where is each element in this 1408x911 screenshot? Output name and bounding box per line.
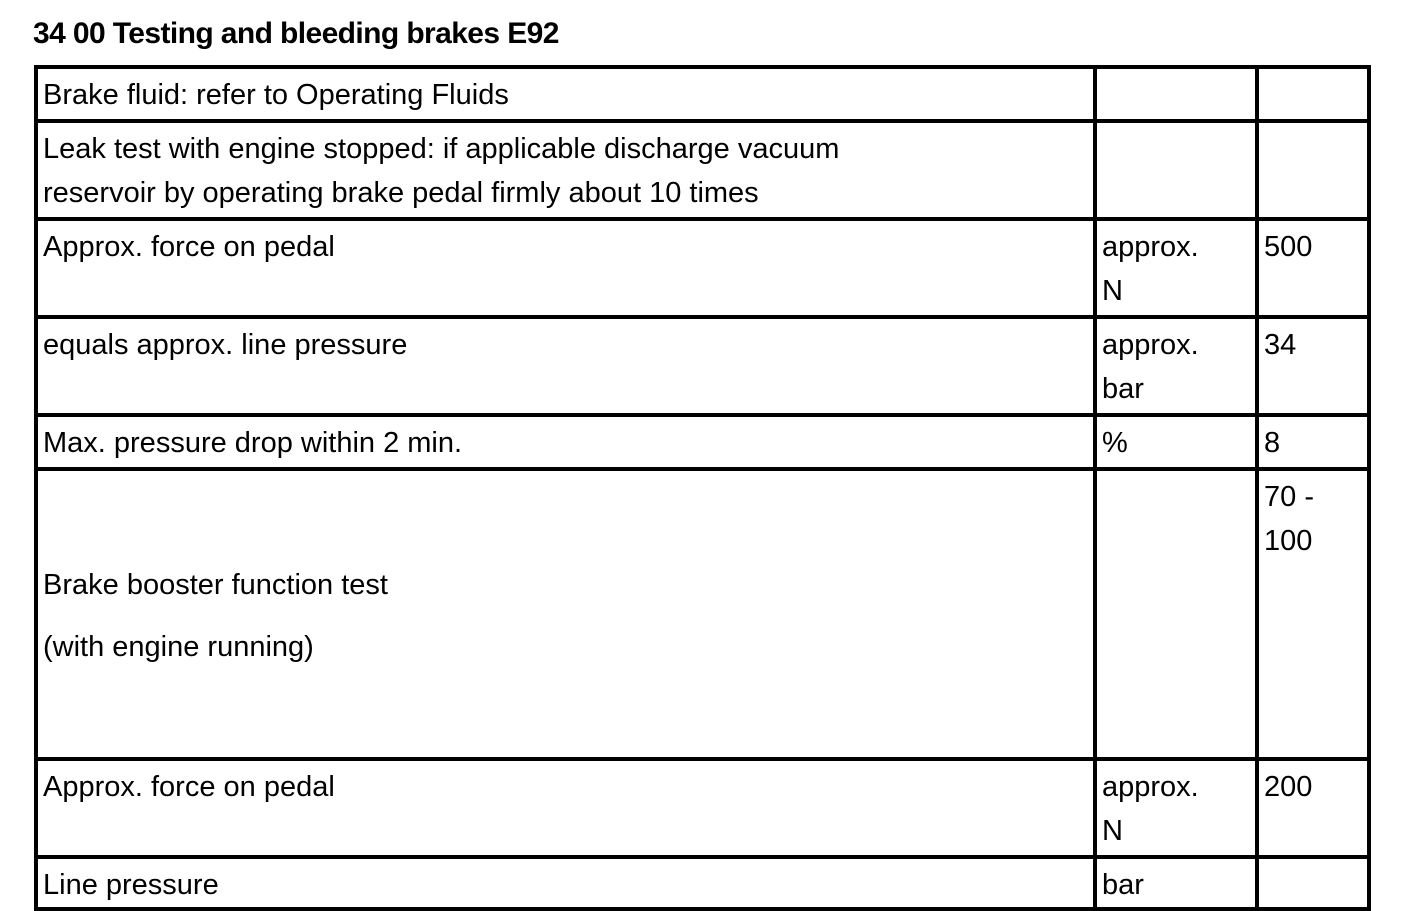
table-row (36, 759, 1369, 857)
description-line: Brake booster function test (43, 569, 388, 601)
unit-cell (1095, 67, 1257, 121)
specification-table (34, 65, 1371, 911)
value-cell: 70 - 100 (1257, 469, 1369, 759)
description-cell: Line pressure (36, 857, 1095, 909)
table-row (36, 469, 1369, 759)
table-row (36, 857, 1369, 909)
description-cell (36, 469, 1095, 759)
table-row (36, 121, 1369, 219)
unit-cell: bar (1095, 857, 1257, 909)
unit-cell: approx. bar (1095, 317, 1257, 415)
table-row (36, 317, 1369, 415)
value-cell (1257, 857, 1369, 909)
unit-cell (1095, 469, 1257, 759)
unit-cell: approx. N (1095, 759, 1257, 857)
description-cell: Brake fluid: refer to Operating Fluids (36, 67, 1095, 121)
description-cell: Leak test with engine stopped: if applicable discharge vacuum reservoir by operating brake pedal firmly about 10 times (36, 121, 1095, 219)
table-row (36, 415, 1369, 469)
description-cell: Max. pressure drop within 2 min. (36, 415, 1095, 469)
value-cell: 34 (1257, 317, 1369, 415)
description-cell: Approx. force on pedal (36, 759, 1095, 857)
unit-cell: approx. N (1095, 219, 1257, 317)
value-cell: 500 (1257, 219, 1369, 317)
description-cell: Approx. force on pedal (36, 219, 1095, 317)
unit-cell: % (1095, 415, 1257, 469)
value-cell: 8 (1257, 415, 1369, 469)
value-cell (1257, 121, 1369, 219)
value-cell: 200 (1257, 759, 1369, 857)
value-cell (1257, 67, 1369, 121)
description-cell: equals approx. line pressure (36, 317, 1095, 415)
table-row (36, 67, 1369, 121)
description-line: (with engine running) (43, 631, 314, 663)
table-row (36, 219, 1369, 317)
unit-cell (1095, 121, 1257, 219)
page-title: 34 00 Testing and bleeding brakes E92 (33, 17, 559, 50)
